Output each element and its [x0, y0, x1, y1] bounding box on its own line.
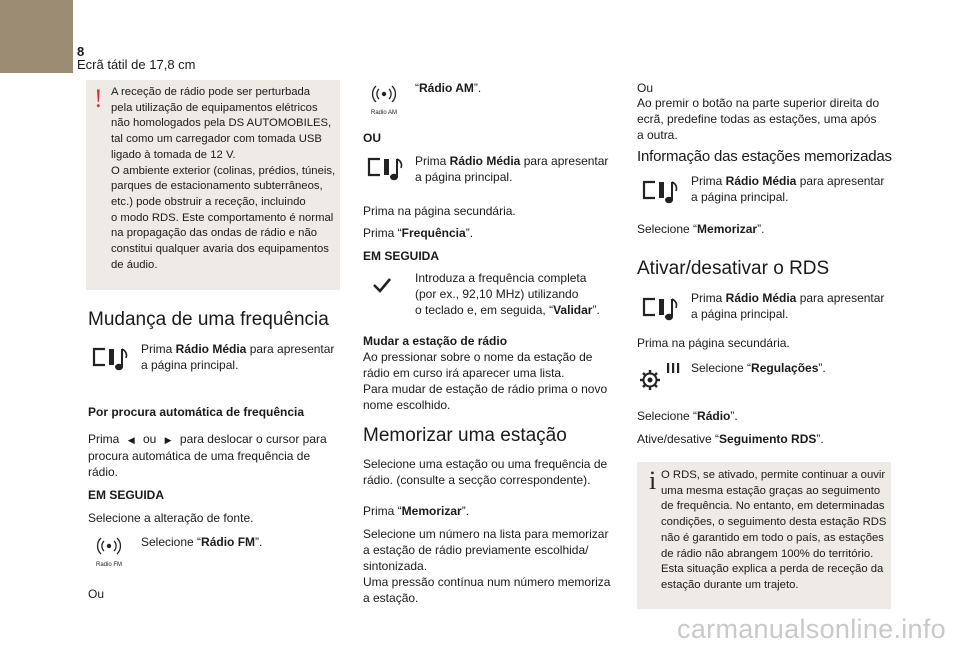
- text: ”.: [461, 504, 470, 518]
- info-line: Esta situação explica a perda de receção da: [661, 563, 884, 576]
- text: nome escolhido.: [363, 398, 451, 412]
- text: “: [415, 81, 419, 95]
- bold-text: Memorizar: [697, 222, 758, 236]
- text: ”.: [465, 226, 474, 240]
- col3-step-media-1: [691, 173, 884, 205]
- warning-line: constitui qualquer avaria dos equipamentos: [111, 243, 329, 256]
- bold-text: Rádio FM: [201, 535, 256, 549]
- info-line: uma mesma estação graças ao seguimento: [661, 484, 881, 497]
- warning-text: [111, 85, 337, 273]
- text: para apresentar: [796, 291, 885, 305]
- bold-text: Rádio Média: [449, 154, 521, 168]
- info-box: [637, 462, 891, 609]
- bold-text: Rádio Média: [725, 291, 797, 305]
- text: ou: [142, 432, 157, 446]
- text: Selecione “: [637, 409, 698, 423]
- text: rádio.: [88, 465, 119, 479]
- text: a página principal.: [415, 170, 513, 184]
- col1-radio-fm: [141, 534, 262, 550]
- warning-line: não homologados pela DS AUTOMOBILES,: [111, 117, 332, 130]
- text: ”.: [757, 222, 765, 236]
- col3-seguimento: [637, 431, 824, 447]
- col3-ao-premir: [637, 95, 879, 143]
- bold-text: Validar: [553, 303, 593, 317]
- warning-line: de áudio.: [111, 258, 158, 271]
- subheading-procura: Por procura automática de frequência: [88, 405, 305, 419]
- media-icon: [641, 293, 681, 323]
- col2-numero: [363, 526, 610, 606]
- warning-line: A receção de rádio pode ser perturbada: [111, 86, 311, 98]
- col3-regulacoes: [691, 360, 826, 376]
- page-header: Ecrã tátil de 17,8 cm: [77, 57, 196, 72]
- text: a estação de rádio previamente escolhida/: [363, 543, 589, 557]
- bold-text: Rádio: [697, 409, 731, 423]
- col2-step-media: [415, 153, 608, 185]
- text: Para mudar de estação de rádio prima o novo: [363, 382, 608, 396]
- col1-ou: Ou: [88, 587, 105, 601]
- text: sintonizada.: [363, 559, 428, 573]
- text: Selecione “: [637, 222, 698, 236]
- heading-mudanca: Mudança de uma frequência: [88, 309, 329, 330]
- heading-info-memorizadas: Informação das estações memorizadas: [637, 148, 892, 165]
- col1-arrow-paragraph: [88, 431, 328, 480]
- bold-text: Frequência: [401, 226, 466, 240]
- warning-icon: !: [94, 84, 103, 113]
- text: Selecione uma estação ou uma frequência de: [363, 457, 608, 471]
- chevron-right-icon: ▶: [164, 435, 172, 445]
- col3-ou: Ou: [637, 81, 654, 95]
- warning-line: etc.) pode obstruir a receção, incluindo: [111, 195, 306, 208]
- chapter-tab: [0, 0, 73, 73]
- text: Uma pressão contínua num número memoriza: [363, 575, 611, 589]
- text: Ative/desative “: [637, 432, 720, 446]
- bold-text: Regulações: [751, 361, 819, 375]
- text: procura automática de uma frequência de: [88, 449, 311, 463]
- col2-mudar-estacao: [363, 333, 607, 413]
- radio-am-icon: [364, 84, 404, 116]
- text: Prima: [141, 342, 176, 356]
- text: Selecione “: [691, 361, 752, 375]
- info-line: não é garantido em todo o país, as estações: [661, 531, 884, 544]
- info-line: de frequência. No entanto, em determinadas: [661, 500, 885, 513]
- warning-line: na propagação das ondas de rádio e não: [111, 227, 318, 240]
- text: Prima “: [363, 504, 402, 518]
- text: Selecione “: [141, 535, 202, 549]
- warning-line: ligado à tomada de 12 V.: [111, 148, 236, 161]
- info-text: [661, 468, 889, 594]
- radio-fm-icon-label: Radio FM: [95, 562, 122, 568]
- text: o teclado e, em seguida, “: [415, 303, 554, 317]
- text: ecrã, predefine todas as estações, uma após: [637, 112, 877, 126]
- chevron-left-icon: ◀: [127, 435, 135, 445]
- text: Ao premir o botão na parte superior direita do: [637, 96, 880, 110]
- col2-ou: OU: [363, 131, 381, 145]
- text: Selecione um número na lista para memorizar: [363, 527, 609, 541]
- text: Prima: [415, 154, 450, 168]
- col2-memorizar: [363, 503, 469, 519]
- checkmark-icon: [371, 276, 393, 294]
- text: para apresentar: [520, 154, 609, 168]
- text: Prima: [691, 174, 726, 188]
- info-line: estação durante um trajeto.: [661, 578, 799, 591]
- text: a página principal.: [141, 358, 239, 372]
- warning-line: pela utilização de equipamentos elétricos: [111, 101, 318, 114]
- text: Introduza a frequência completa: [415, 271, 587, 285]
- watermark: carmanualsonline.info: [677, 614, 946, 644]
- radio-fm-icon: [89, 536, 129, 568]
- select-source-text: Selecione a alteração de fonte.: [88, 511, 254, 525]
- text: para apresentar: [796, 174, 885, 188]
- bold-text: Memorizar: [401, 504, 462, 518]
- col1-step-media: [141, 341, 334, 373]
- col2-frequencia: [363, 225, 473, 241]
- warning-box: [86, 80, 340, 290]
- text: ”.: [255, 535, 263, 549]
- text: a página principal.: [691, 190, 789, 204]
- text: para apresentar: [246, 342, 335, 356]
- text: Prima “: [363, 226, 402, 240]
- text: rádio em curso irá aparecer uma lista.: [363, 366, 565, 380]
- warning-line: o modo RDS. Este comportamento é normal: [111, 211, 334, 224]
- media-icon: [366, 153, 406, 183]
- col2-introduza: [415, 270, 600, 318]
- info-line: O RDS, se ativado, permite continuar a ouvir: [661, 469, 886, 481]
- heading-rds: Ativar/desativar o RDS: [637, 258, 830, 279]
- bold-text: Seguimento RDS: [719, 432, 817, 446]
- text: para deslocar o cursor para: [179, 432, 327, 446]
- em-seguida-label: EM SEGUIDA: [88, 488, 165, 502]
- col3-radio: [637, 408, 738, 424]
- text: Prima: [691, 291, 726, 305]
- text: Ao pressionar sobre o nome da estação de: [363, 350, 593, 364]
- info-line: condições, o seguimento desta estação RDS: [661, 516, 887, 529]
- col2-radio-am: [415, 80, 481, 96]
- text: (por ex., 92,10 MHz) utilizando: [415, 287, 579, 301]
- radio-am-icon-label: Radio AM: [370, 110, 397, 116]
- warning-line: parques de estacionamento subterrâneos,: [111, 180, 323, 193]
- warning-line: tal como um carregador com tomada USB: [111, 133, 322, 146]
- text: a outra.: [637, 128, 678, 142]
- text: ”.: [816, 432, 824, 446]
- col3-secundaria: Prima na página secundária.: [637, 336, 790, 350]
- info-icon: i: [649, 466, 657, 495]
- text: a estação.: [363, 591, 419, 605]
- text: rádio. (consulte a secção correspondente).: [363, 473, 591, 487]
- text: a página principal.: [691, 307, 789, 321]
- col3-step-media-2: [691, 290, 884, 322]
- col2-select-station: [363, 456, 607, 488]
- page-number: 8: [77, 44, 85, 59]
- text: ”.: [592, 303, 600, 317]
- col2-em-seguida: EM SEGUIDA: [363, 249, 440, 263]
- heading-memorizar: Memorizar uma estação: [363, 425, 567, 446]
- bold-text: Rádio Média: [725, 174, 797, 188]
- settings-gear-icon: [637, 357, 681, 393]
- warning-line: O ambiente exterior (colinas, prédios, túneis,: [111, 164, 336, 177]
- info-line: de rádio não abrangem 100% do território.: [661, 547, 874, 560]
- col3-memorizar: [637, 221, 764, 237]
- media-icon: [641, 176, 681, 206]
- text: ”.: [473, 81, 482, 95]
- text: ”.: [730, 409, 738, 423]
- bold-text: Rádio Média: [175, 342, 247, 356]
- media-icon: [91, 343, 131, 373]
- bold-text: Mudar a estação de rádio: [363, 334, 508, 348]
- text: Prima: [88, 432, 120, 446]
- text: ”.: [818, 361, 826, 375]
- bold-text: Rádio AM: [419, 81, 474, 95]
- col2-secundaria: Prima na página secundária.: [363, 204, 516, 218]
